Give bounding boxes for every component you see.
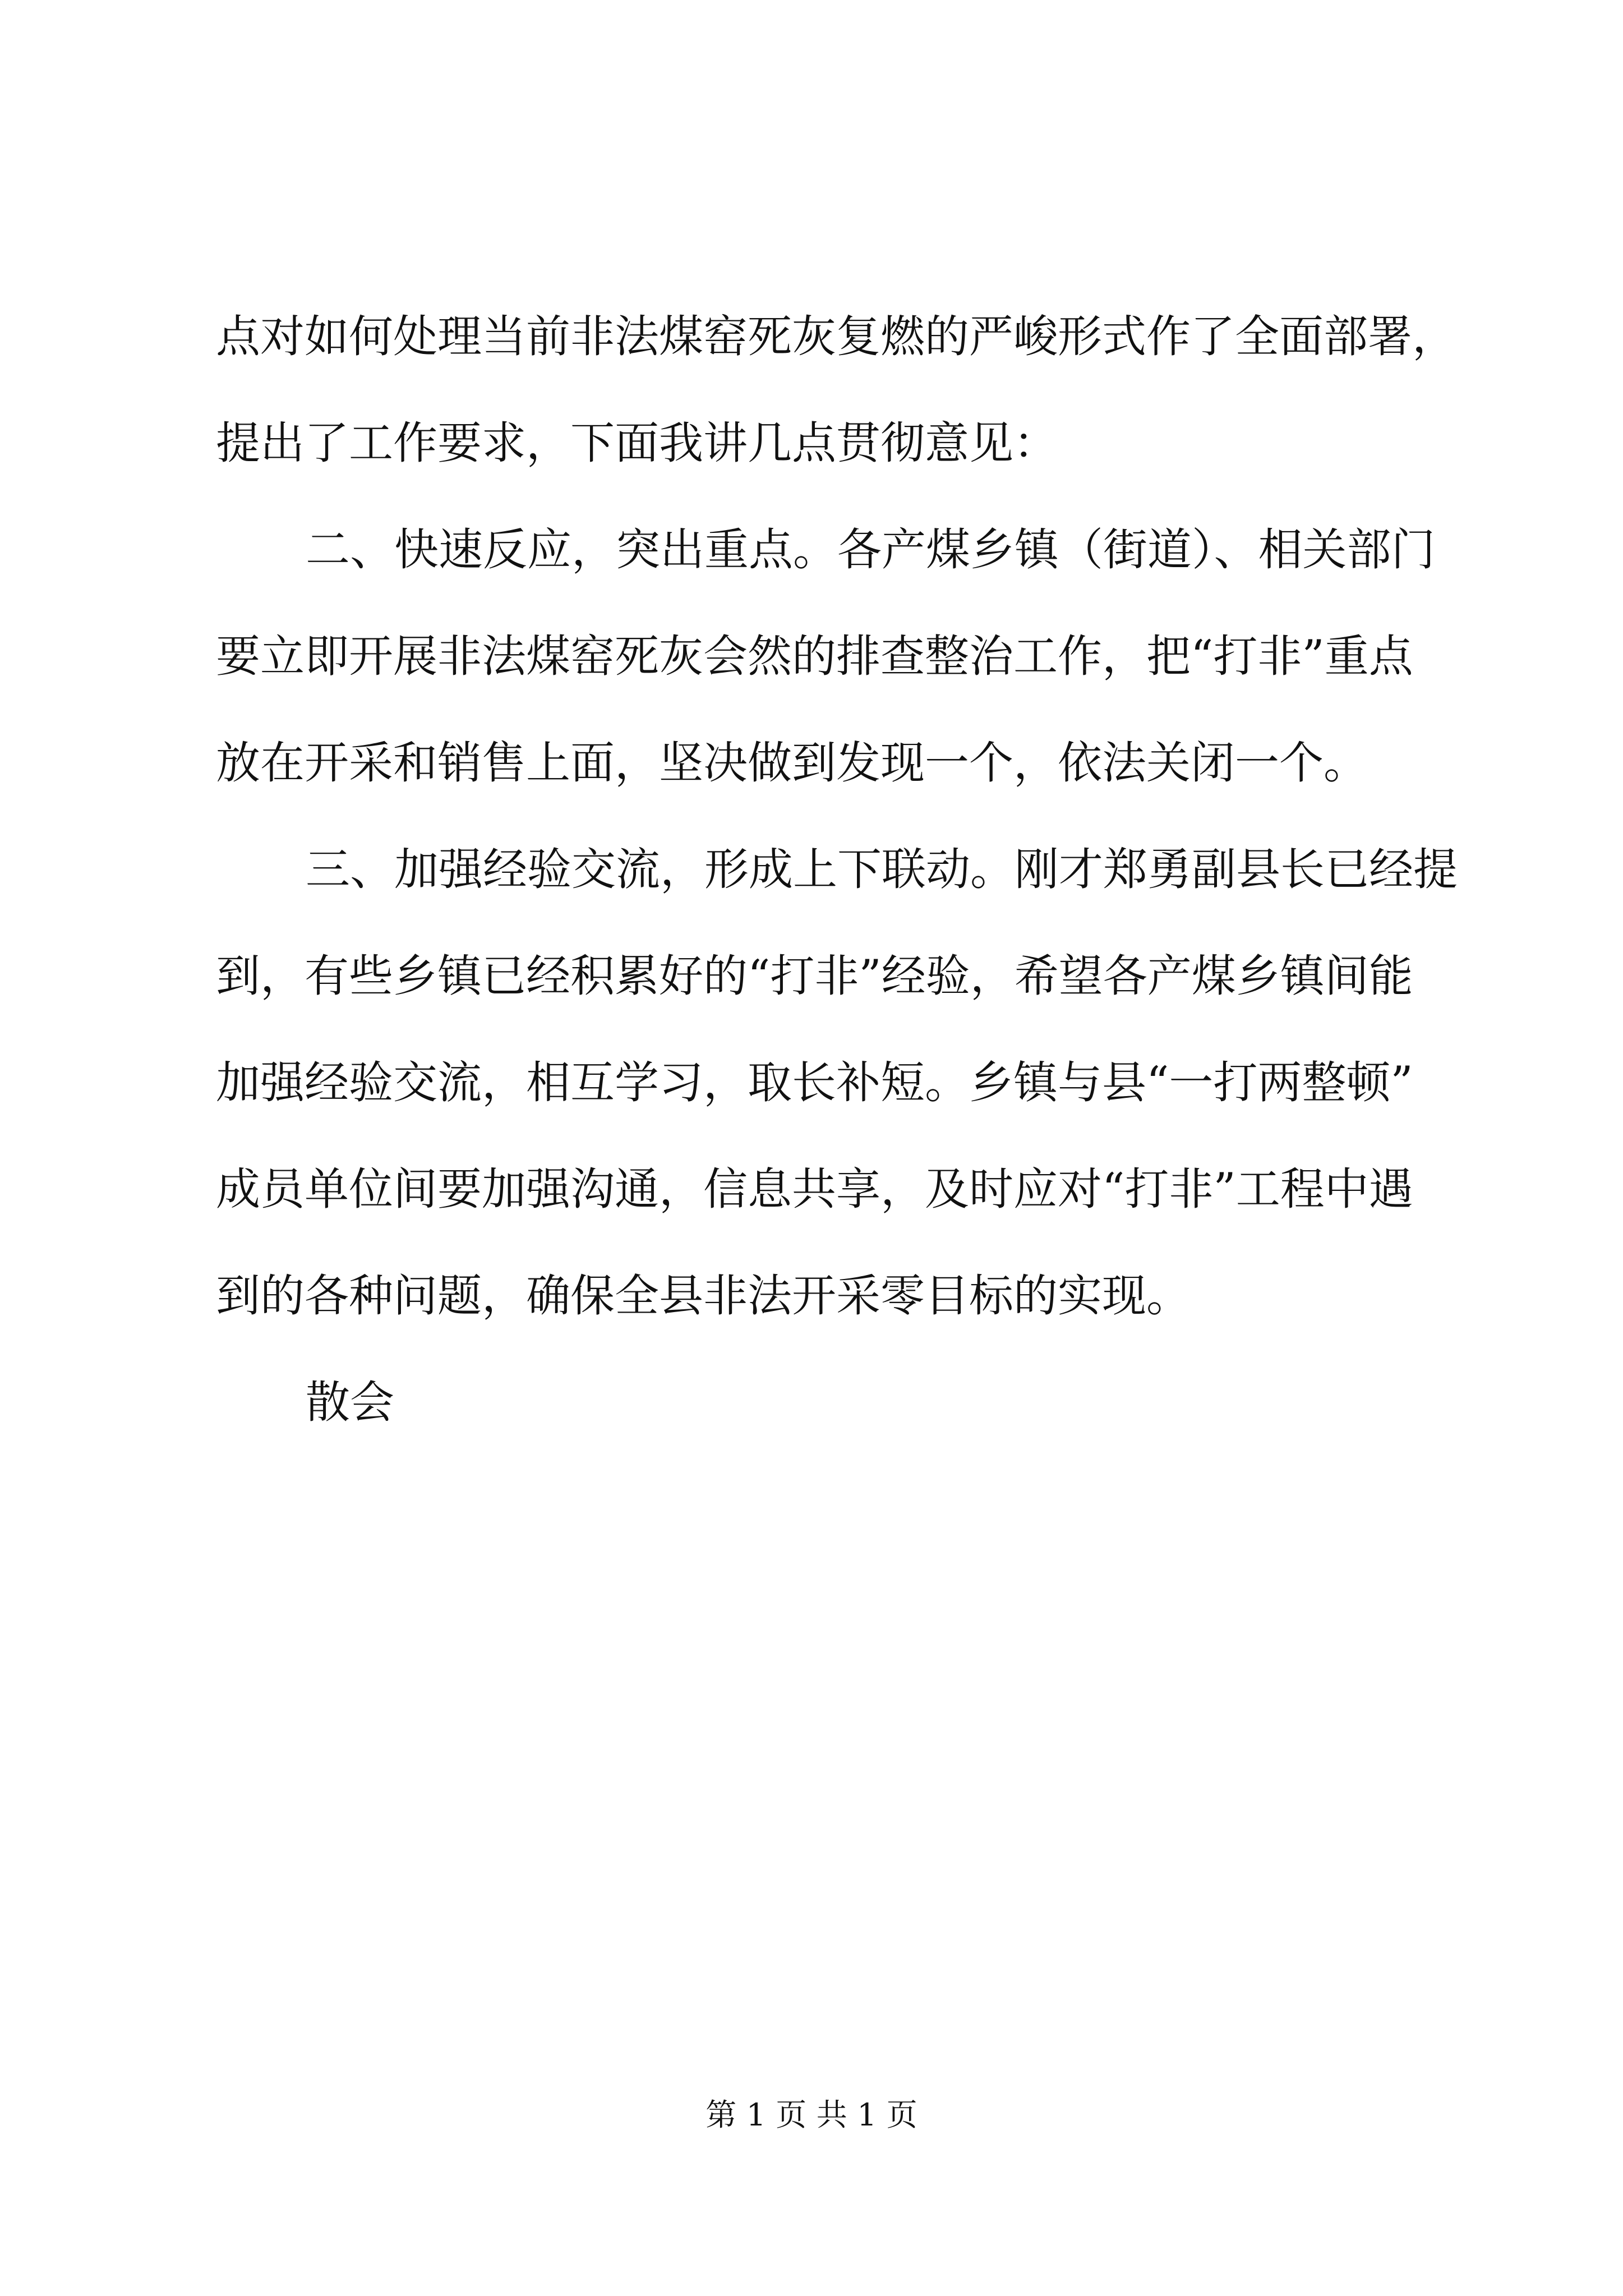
page-number-footer: 第 1 页 共 1 页 bbox=[706, 2097, 917, 2133]
paragraph-2-line-1: 二、快速反应，突出重点。各产煤乡镇（街道）、相关部门 bbox=[306, 524, 1436, 576]
paragraph-1-line-1: 点对如何处理当前非法煤窑死灰复燃的严峻形式作了全面部署， bbox=[216, 311, 1456, 362]
closing-line: 散会 bbox=[306, 1377, 394, 1428]
paragraph-2-line-2: 要立即开展非法煤窑死灰会然的排查整治工作，把“打非”重点 bbox=[216, 631, 1413, 682]
paragraph-1-line-2: 提出了工作要求，下面我讲几点贯彻意见： bbox=[216, 417, 1058, 469]
paragraph-3-line-2: 到，有些乡镇已经积累好的“打非”经验，希望各产煤乡镇间能 bbox=[216, 950, 1413, 1002]
paragraph-3-line-1: 三、加强经验交流，形成上下联动。刚才郑勇副县长已经提 bbox=[306, 844, 1458, 895]
paragraph-3-line-5: 到的各种问题，确保全县非法开采零目标的实现。 bbox=[216, 1270, 1191, 1322]
paragraph-3-line-3: 加强经验交流，相互学习，取长补短。乡镇与县“一打两整顿” bbox=[216, 1057, 1413, 1108]
paragraph-3-line-4: 成员单位间要加强沟通，信息共享，及时应对“打非”工程中遇 bbox=[216, 1163, 1413, 1215]
paragraph-2-line-3: 放在开采和销售上面，坚决做到发现一个，依法关闭一个。 bbox=[216, 737, 1368, 789]
document-body bbox=[216, 283, 1458, 1456]
